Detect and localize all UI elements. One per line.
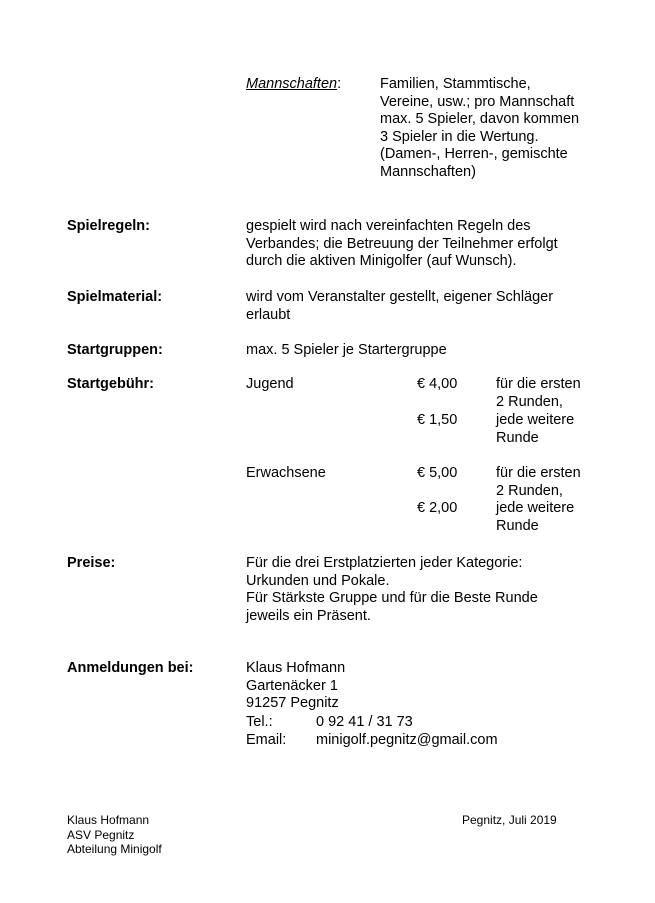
fee-adult-category: Erwachsene [246, 465, 326, 481]
fee-desc-line: für die ersten [496, 465, 581, 481]
footer-line: Abteilung Minigolf [67, 842, 162, 856]
prizes-line: Für Stärkste Gruppe und für die Beste Runde [246, 590, 538, 606]
registration-city: 91257 Pegnitz [246, 695, 339, 711]
fee-desc-line: Runde [496, 429, 539, 446]
registration-tel-label: Tel.: [246, 714, 273, 730]
fee-adult-desc-2 [496, 500, 574, 535]
teams-line: max. 5 Spieler, davon kommen [380, 111, 580, 127]
registration-email-label: Email: [246, 732, 287, 748]
teams-line: Vereine, usw.; pro Mannschaft [380, 93, 575, 110]
rules-text [246, 218, 558, 271]
fee-label: Startgebühr: [67, 376, 154, 392]
teams-colon: : [337, 76, 342, 92]
fee-desc-line: 2 Runden, [496, 393, 563, 410]
prizes-line: jeweils ein Präsent. [246, 607, 371, 624]
fee-youth-desc-2 [496, 412, 574, 447]
footer-sender [67, 813, 162, 857]
groups-label: Startgruppen: [67, 342, 163, 358]
fee-youth-desc-1 [496, 376, 581, 411]
teams-description [380, 76, 579, 181]
rules-line: gespielt wird nach vereinfachten Regeln des [246, 218, 531, 234]
teams-line: (Damen-, Herren-, gemischte [380, 146, 568, 162]
teams-line: Familien, Stammtische, [380, 76, 531, 92]
teams-label: Mannschaften [246, 76, 338, 92]
registration-street: Gartenäcker 1 [246, 677, 338, 694]
registration-tel: 0 92 41 / 31 73 [316, 714, 413, 730]
registration-address [246, 660, 345, 713]
material-label: Spielmaterial: [67, 289, 163, 305]
teams-line: 3 Spieler in die Wertung. [380, 128, 539, 145]
fee-youth-price-2: € 1,50 [417, 412, 458, 428]
material-line: erlaubt [246, 306, 291, 323]
material-line: wird vom Veranstalter gestellt, eigener Schläger [246, 289, 554, 305]
footer-place-date: Pegnitz, Juli 2019 [462, 813, 557, 827]
registration-label: Anmeldungen bei: [67, 660, 194, 676]
fee-desc-line: 2 Runden, [496, 482, 563, 499]
teams-line: Mannschaften) [380, 163, 476, 180]
footer-line: Klaus Hofmann [67, 813, 150, 827]
rules-line: Verbandes; die Betreuung der Teilnehmer erfolgt [246, 235, 558, 252]
teams-label-row [246, 76, 341, 94]
rules-label: Spielregeln: [67, 218, 150, 234]
registration-name: Klaus Hofmann [246, 660, 346, 676]
prizes-line: Für die drei Erstplatzierten jeder Kategorie: [246, 555, 523, 571]
footer-line: ASV Pegnitz [67, 827, 135, 842]
fee-adult-desc-1 [496, 465, 581, 500]
prizes-line: Urkunden und Pokale. [246, 572, 390, 589]
registration-email: minigolf.pegnitz@gmail.com [316, 732, 498, 748]
fee-desc-line: für die ersten [496, 376, 581, 392]
groups-text: max. 5 Spieler je Startergruppe [246, 342, 447, 358]
fee-desc-line: jede weitere [496, 412, 575, 428]
fee-adult-price-1: € 5,00 [417, 465, 458, 481]
fee-adult-price-2: € 2,00 [417, 500, 458, 516]
prizes-text [246, 555, 538, 625]
material-text [246, 289, 553, 324]
fee-desc-line: jede weitere [496, 500, 575, 516]
fee-desc-line: Runde [496, 517, 539, 534]
rules-line: durch die aktiven Minigolfer (auf Wunsch). [246, 253, 517, 269]
fee-youth-category: Jugend [246, 376, 294, 392]
prizes-label: Preise: [67, 555, 116, 571]
fee-youth-price-1: € 4,00 [417, 376, 458, 392]
